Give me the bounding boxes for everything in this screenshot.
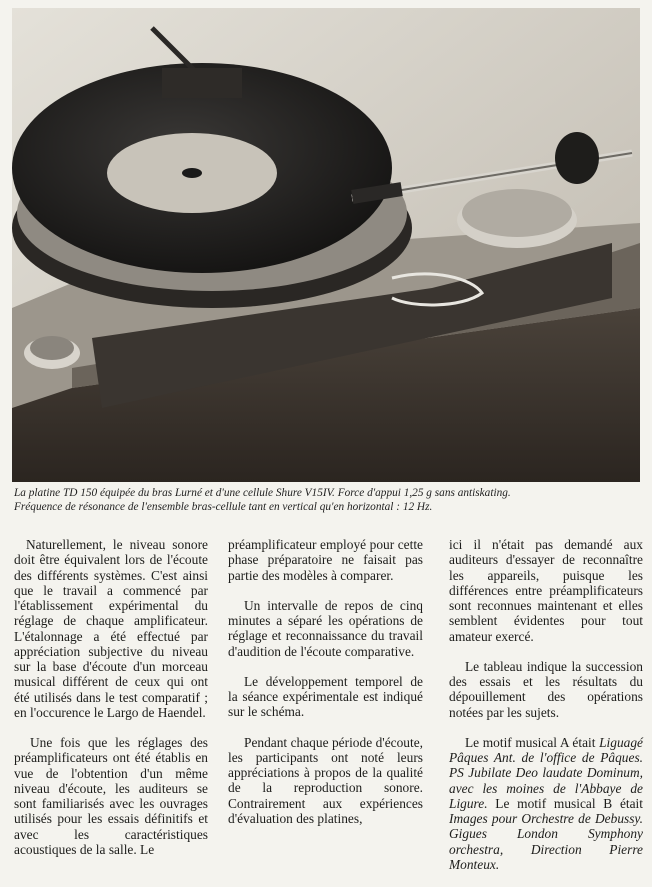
music-intro-b: Le motif musical B était: [487, 795, 643, 811]
paragraph: Une fois que les réglages des préamplificateurs ont été établis en vue de l'obtention d'un même niveau d'écoute, les auditeurs se sont familiarisés avec les ouvrages utilisés pour les essais définitifs et avec les caractéristiques acoustiques de la salle. Le: [14, 735, 208, 857]
turntable-photo: [12, 8, 640, 482]
paragraph: Le tableau indique la succession des essais et les résultats du dépouillement des opérations notées par les sujets.: [449, 658, 643, 720]
caption-line-2: Fréquence de résonance de l'ensemble bras-cellule tant en vertical qu'en horizontal : 12 Hz.: [14, 500, 433, 513]
music-title-b: Images pour Orchestre de Debussy. Gigues London Symphony orchestra, Direction Pierre Monteux.: [449, 811, 643, 872]
photo-caption: [14, 487, 639, 514]
paragraph-music: [449, 735, 643, 872]
text-column-1: [14, 537, 208, 872]
music-title-a: Liguagé Pâques Ant. de l'office de Pâques. PS Jubilate Deo laudate Dominum, avec les moines de l'Abbaye de Ligure.: [449, 734, 643, 811]
text-column-2: [228, 537, 423, 841]
music-intro-a: Le motif musical A était: [465, 734, 600, 750]
caption-line-1: La platine TD 150 équipée du bras Lurné et d'une cellule Shure V15IV. Force d'appui 1,25 g sans antiskating.: [14, 487, 511, 499]
paragraph: Pendant chaque période d'écoute, les participants ont noté leurs appréciations à propos de la qualité de la reproduction sonore. Contrairement aux expériences d'évaluation des platines,: [228, 734, 423, 826]
text-column-3: [449, 537, 643, 887]
turntable-image: [12, 8, 640, 482]
paragraph: Le développement temporel de la séance expérimentale est indiqué sur le schéma.: [228, 673, 423, 720]
paragraph: ici il n'était pas demandé aux auditeurs d'essayer de reconnaître les appareils, puisque les différences entre préamplificateurs sont reconnues maintenant et elles semblent évidentes pour tout amateur exercé.: [449, 537, 643, 644]
paragraph: Un intervalle de repos de cinq minutes a séparé les opérations de réglage et reconnaissance du travail d'audition de l'écoute comparative.: [228, 597, 423, 659]
paragraph: préamplificateur employé pour cette phase préparatoire ne faisait pas partie des modèles à comparer.: [228, 537, 423, 583]
paragraph: Naturellement, le niveau sonore doit être équivalent lors de l'écoute des différents systèmes. C'est ainsi que le travail a commencé par l'établissement expérimental du réglage de chaque amplificateur. L'étalonnage a été effectué par appréciation subjective du niveau sur la base d'écoute d'un morceau musical différent de ceux qui ont été utilisés dans le test comparatif ; en l'occurence le Largo de Haendel.: [14, 537, 208, 720]
